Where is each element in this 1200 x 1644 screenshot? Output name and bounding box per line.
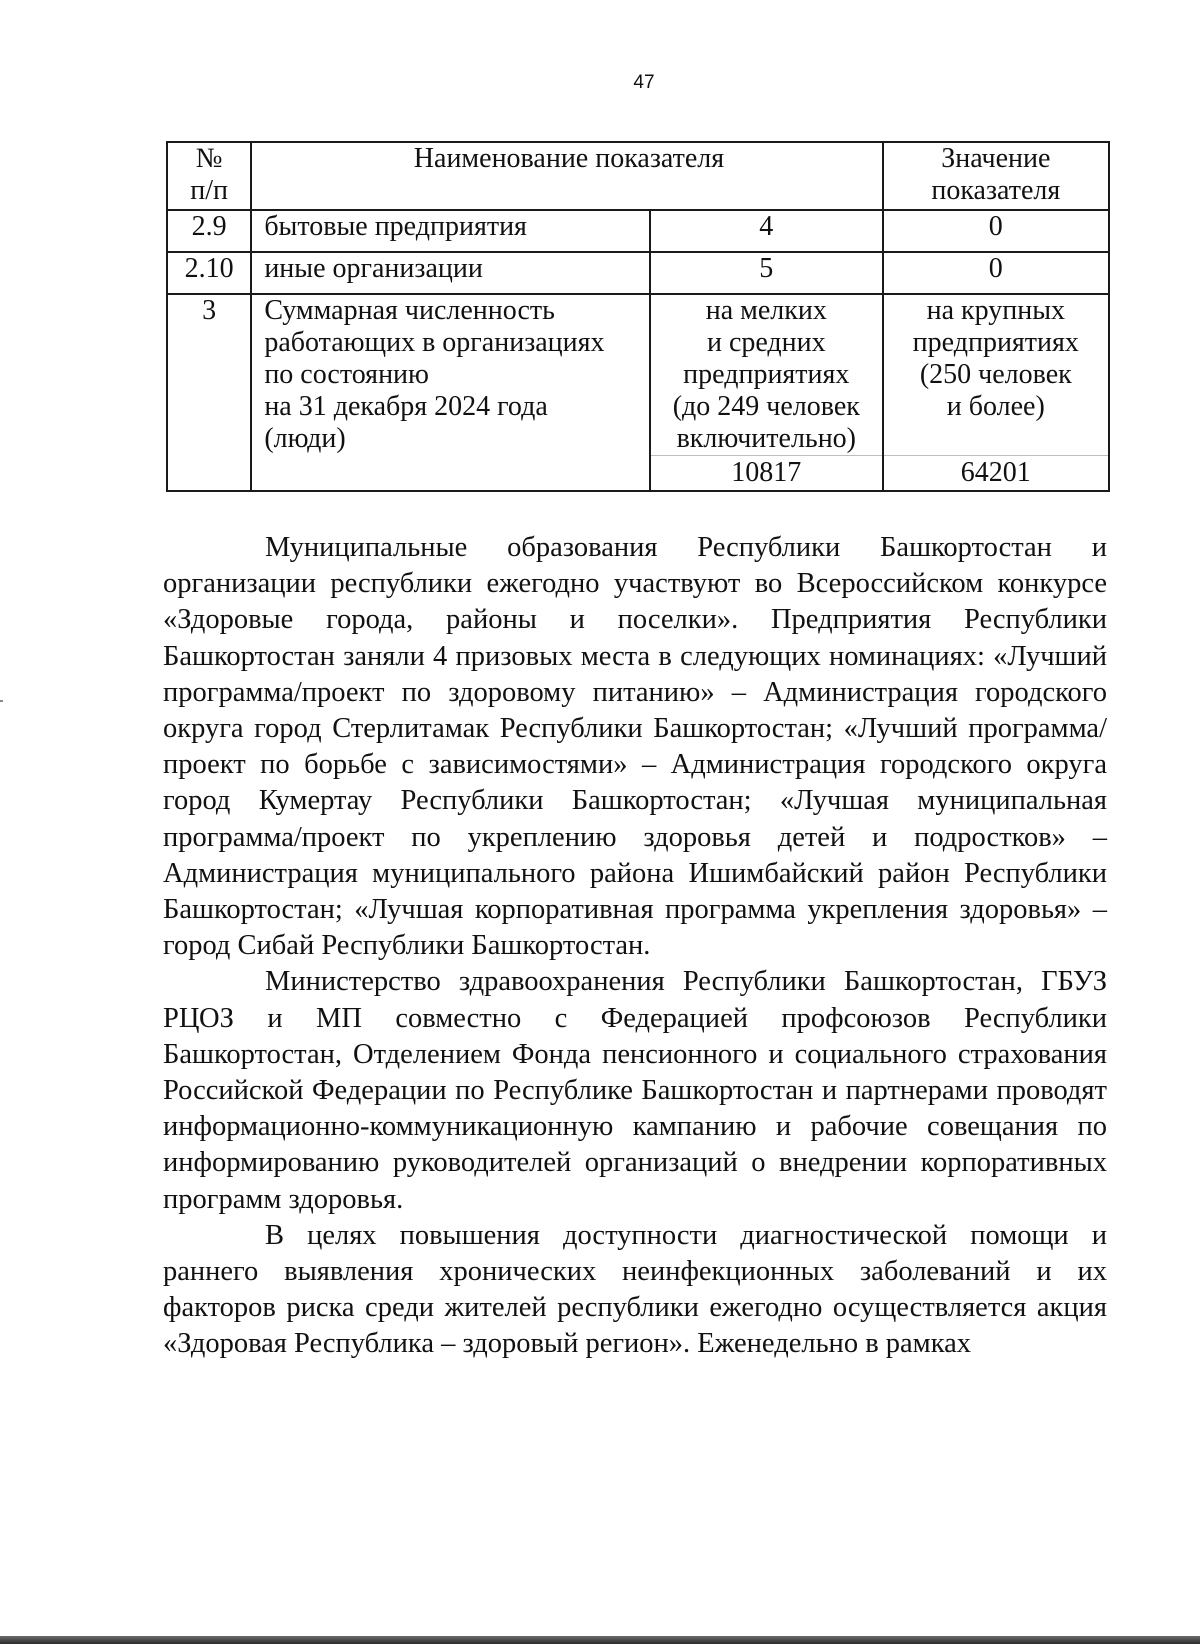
large-label-line: на крупных (926, 295, 1066, 326)
large-enterprises-value: 64201 (883, 456, 1109, 492)
row-num: 2.9 (167, 210, 251, 252)
paragraph: Министерство здравоохранения Республики Башкортостан, ГБУЗ РЦОЗ и МП совместно с Федерацией профсоюзов Республики Башкортостан, Отделением Фонда пенсионного и социального страхования Российской Федерации по Республике Башкортостан и партнерами проводят информационно-коммуникационную кампанию и рабочие совещания по информированию руководителей организаций о внедрении корпоративных программ здоровья. (163, 966, 1107, 1215)
row-name: бытовые предприятия (251, 210, 650, 252)
paragraph: Муниципальные образования Республики Башкортостан и организации республики ежегодно участвуют во Всероссийском конкурсе «Здоровые города, районы и поселки». Предприятия Республики Башкортостан заняли 4 призовых места в следующих номинациях: «Лучший программа/проект по здоровому питанию» – Администрация городского округа город Стерлитамак Республики Башкортостан; «Лучший программа/проект по борьбе с зависимостями» – Администрация городского округа город Кумертау Республики Башкортостан; «Лучшая муниципальная программа/проект по укреплению здоровья детей и подростков» – Администрация муниципального района Ишимбайский район Республики Башкортостан; «Лучшая корпоративная программа укрепления здоровья» – город Сибай Республики Башкортостан. (163, 532, 1107, 962)
table-header-row (167, 142, 1109, 210)
header-value-line: показателя (931, 175, 1061, 206)
scan-bottom-edge (0, 1636, 1200, 1644)
table-row (167, 210, 1109, 252)
small-label-line: включительно) (676, 423, 857, 454)
scan-mark (0, 700, 3, 702)
row-value: 0 (883, 252, 1109, 294)
small-label-line: (до 249 человек (672, 391, 860, 422)
row-name (251, 294, 650, 491)
small-label-line: на мелких (705, 295, 827, 326)
table-row (167, 252, 1109, 294)
small-enterprises-value: 10817 (650, 456, 883, 492)
row-name-line: на 31 декабря 2024 года (264, 391, 548, 422)
row-value: 0 (883, 210, 1109, 252)
body-text (163, 530, 1107, 1363)
header-value-line: Значение (941, 143, 1051, 174)
small-enterprises-label (650, 294, 883, 456)
header-num-line: п/п (190, 175, 229, 206)
small-label-line: и средних (706, 327, 826, 358)
indicators-table (166, 141, 1110, 492)
large-label-line: (250 человек (919, 359, 1072, 390)
small-label-line: предприятиях (683, 359, 850, 390)
row-code: 5 (650, 252, 883, 294)
page-number: 47 (633, 72, 655, 93)
row-name-line: Суммарная численность (264, 295, 555, 326)
header-value-cell (883, 142, 1109, 210)
header-name-cell: Наименование показателя (251, 142, 882, 210)
header-num-cell (167, 142, 251, 210)
paragraph: В целях повышения доступности диагностической помощи и раннего выявления хронических неинфекционных заболеваний и их факторов риска среди жителей республики ежегодно осуществляется акция «Здоровая Республика – здоровый регион». Еженедельно в рамках (163, 1219, 1107, 1360)
table-row-3 (167, 294, 1109, 456)
row-code: 4 (650, 210, 883, 252)
row-name: иные организации (251, 252, 650, 294)
large-label-line: предприятиях (912, 327, 1079, 358)
row-num: 3 (167, 294, 251, 491)
header-num-line: № (195, 143, 223, 174)
row-name-line: по состоянию (264, 359, 429, 390)
row-name-line: работающих в организациях (264, 327, 605, 358)
row-num: 2.10 (167, 252, 251, 294)
large-enterprises-label (883, 294, 1109, 456)
row-name-line: (люди) (264, 423, 346, 454)
large-label-line: и более) (946, 391, 1045, 422)
